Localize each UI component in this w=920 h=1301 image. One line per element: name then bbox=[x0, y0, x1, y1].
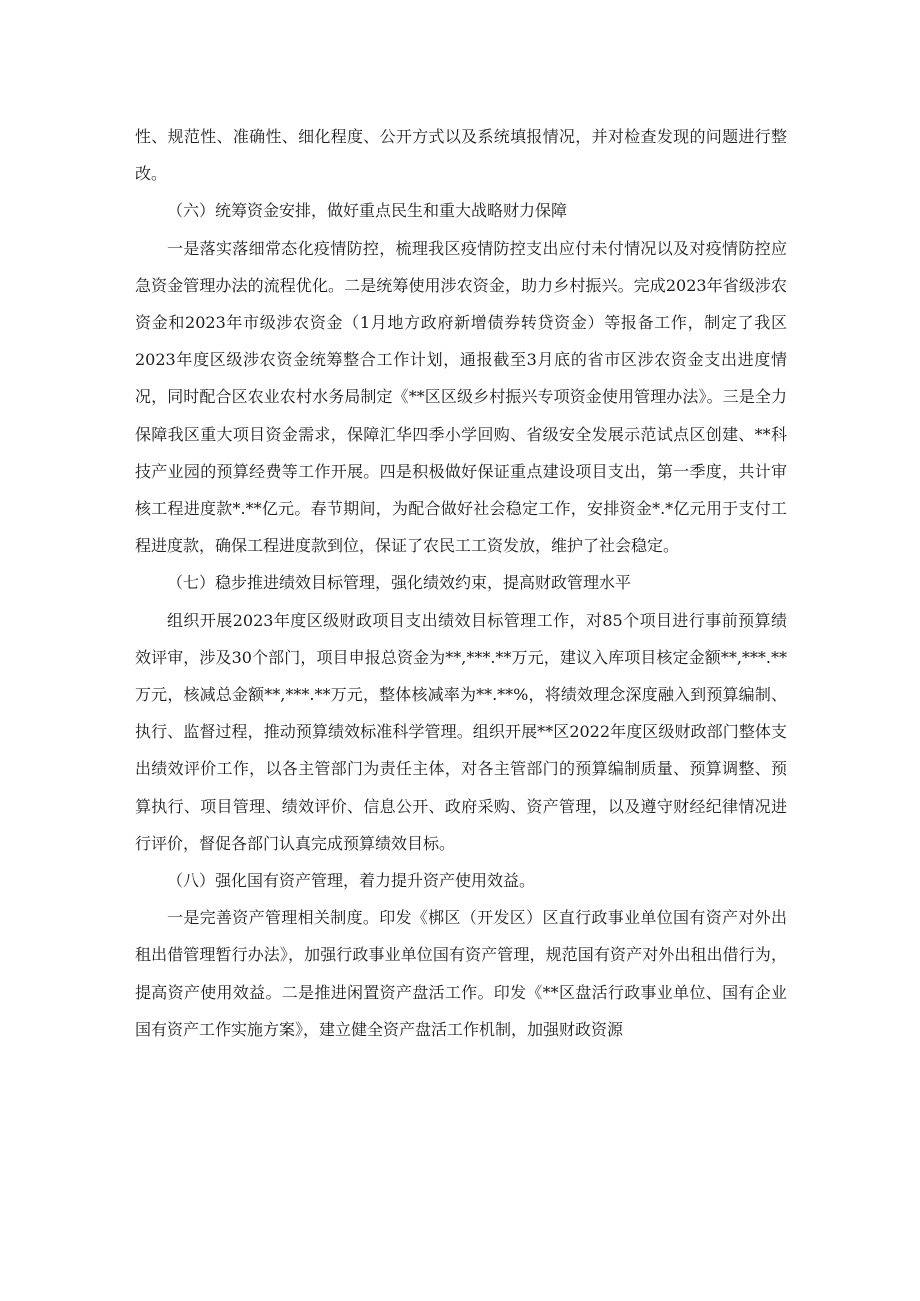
section-heading-8: （八）强化国有资产管理，着力提升资产使用效益。 bbox=[167, 871, 536, 891]
paragraph-section-8: 一是完善资产管理相关制度。印发《梆区（开发区）区直行政事业单位国有资产对外出租出借管理暂行办法》，加强行政事业单位国有资产管理，规范国有资产对外出租出借行为，提高资产使用效益。二是推进闲置资产盘活工作。印发《**区盘活行政事业单位、国有企业国有资产工作实施方案》，建立健全资产盘活工作机制，加强财政资源 bbox=[135, 908, 787, 1039]
section-heading-7: （七）稳步推进绩效目标管理，强化绩效约束，提高财政管理水平 bbox=[167, 573, 632, 593]
document-body bbox=[135, 118, 787, 1048]
paragraph-continuation: 性、规范性、准确性、细化程度、公开方式以及系统填报情况，并对检查发现的问题进行整改。 bbox=[135, 127, 787, 184]
section-heading-6: （六）统筹资金安排，做好重点民生和重大战略财力保障 bbox=[167, 201, 568, 221]
paragraph-section-7: 组织开展2023年度区级财政项目支出绩效目标管理工作，对85个项目进行事前预算绩效评审，涉及30个部门，项目申报总资金为**,***.**万元，建议入库项目核定金额**,***.**万元，核减总金额**,***.**万元，整体核减率为**.**%，将绩效理念深度融入到预算编制、执行、监督过程，推动预算绩效标准科学管理。组织开展**区2022年度区级财政部门整体支出绩效评价工作，以各主管部门为责任主体，对各主管部门的预算编制质量、预算调整、预算执行、项目管理、绩效评价、信息公开、政府采购、资产管理，以及遵守财经纪律情况进行评价，督促各部门认真完成预算绩效目标。 bbox=[135, 610, 787, 853]
paragraph-section-6: 一是落实落细常态化疫情防控，梳理我区疫情防控支出应付未付情况以及对疫情防控应急资金管理办法的流程优化。二是统筹使用涉农资金，助力乡村振兴。完成2023年省级涉农资金和2023年市级涉农资金（1月地方政府新增债券转贷资金）等报备工作，制定了我区2023年度区级涉农资金统筹整合工作计划，通报截至3月底的省市区涉农资金支出进度情况，同时配合区农业农村水务局制定《**区区级乡村振兴专项资金使用管理办法》。三是全力保障我区重大项目资金需求，保障汇华四季小学回购、省级安全发展示范试点区创建、**科技产业园的预算经费等工作开展。四是积极做好保证重点建设项目支出，第一季度，共计审核工程进度款*.**亿元。春节期间，为配合做好社会稳定工作，安排资金*.*亿元用于支付工程进度款，确保工程进度款到位，保证了农民工工资发放，维护了社会稳定。 bbox=[135, 238, 787, 556]
